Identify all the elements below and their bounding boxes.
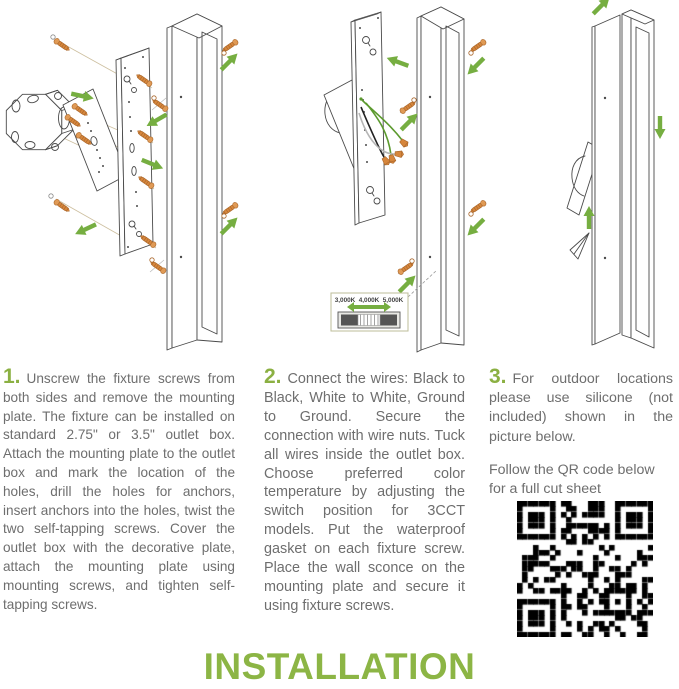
- diagram-step-3: [567, 0, 666, 348]
- mounting-plate: [116, 48, 153, 256]
- cct-label-5000k: 5,000K: [382, 297, 404, 304]
- gasket-icon: [412, 98, 416, 102]
- step-3-text: 3. For outdoor locations please use silicone (not included) shown in the picture below.: [489, 365, 673, 445]
- gasket-icon: [469, 51, 473, 55]
- arrow-icon: [589, 0, 613, 18]
- outlet-box: [6, 90, 73, 150]
- arrow-icon: [385, 53, 410, 71]
- gasket-icon: [150, 258, 154, 262]
- step-2-section: [264, 366, 465, 616]
- step-1-section: [3, 366, 235, 614]
- step-1-number: 1.: [3, 365, 21, 388]
- cct-label-3000k: 3,000K: [334, 297, 356, 304]
- diagram-step-1: [6, 14, 241, 350]
- gasket-icon: [469, 212, 473, 216]
- gasket-icon: [222, 214, 226, 218]
- gasket-icon: [410, 259, 414, 263]
- step-2-number: 2.: [264, 365, 282, 388]
- step-2-text: 2. Connect the wires: Black to Black, White to White, Ground to Ground. Secure the connection with wire nuts. Tuck all wires inside the outlet box. Choose preferred color temperature by adjusting the switch position for 3CCT models. Put the waterproof gasket on each fixture screw. Place the wall sconce on the mounting plate and secure it using fixture screws.: [264, 365, 465, 614]
- screw-icon: [53, 37, 71, 52]
- mounting-plate: [351, 12, 385, 225]
- silicone-applicator: [570, 233, 589, 259]
- arrow-icon: [464, 215, 488, 239]
- wire-nut-icon: [399, 138, 410, 149]
- gasket-icon: [152, 96, 156, 100]
- anchor-hole-icon: [51, 35, 55, 39]
- wall-sconce-fixture: [417, 7, 464, 352]
- page-title: INSTALLATION: [203, 646, 476, 687]
- qr-note: Follow the QR code below for a full cut sheet: [489, 461, 655, 498]
- gasket-icon: [222, 51, 226, 55]
- qr-code: [517, 501, 653, 637]
- anchor-hole-icon: [49, 194, 53, 198]
- wall-sconce-fixture: [592, 10, 654, 348]
- step-1-text: 1. Unscrew the fixture screws from both sides and remove the mounting plate. The fixture can be installed on standard 2.75" or 3.5" outlet box. Attach the mounting plate to the outlet box and mark the location of the holes, drill the holes for anchors, insert anchors into the holes, twist the two self-tapping screws. Cover the outlet box with the decorative plate, attach the mounting plate using mounting screws, and tighten self-tapping screws.: [3, 365, 235, 612]
- step-3-section: [489, 366, 673, 499]
- step-3-number: 3.: [489, 365, 507, 388]
- arrow-icon: [395, 272, 419, 296]
- arrow-icon: [464, 54, 488, 78]
- wall-sconce-fixture: [167, 14, 222, 350]
- wire-nut-icon: [395, 150, 404, 157]
- arrow-icon: [655, 116, 666, 139]
- cct-label-4000k: 4,000K: [358, 297, 380, 304]
- arrow-icon: [73, 219, 98, 239]
- diagram-step-2: [324, 7, 488, 352]
